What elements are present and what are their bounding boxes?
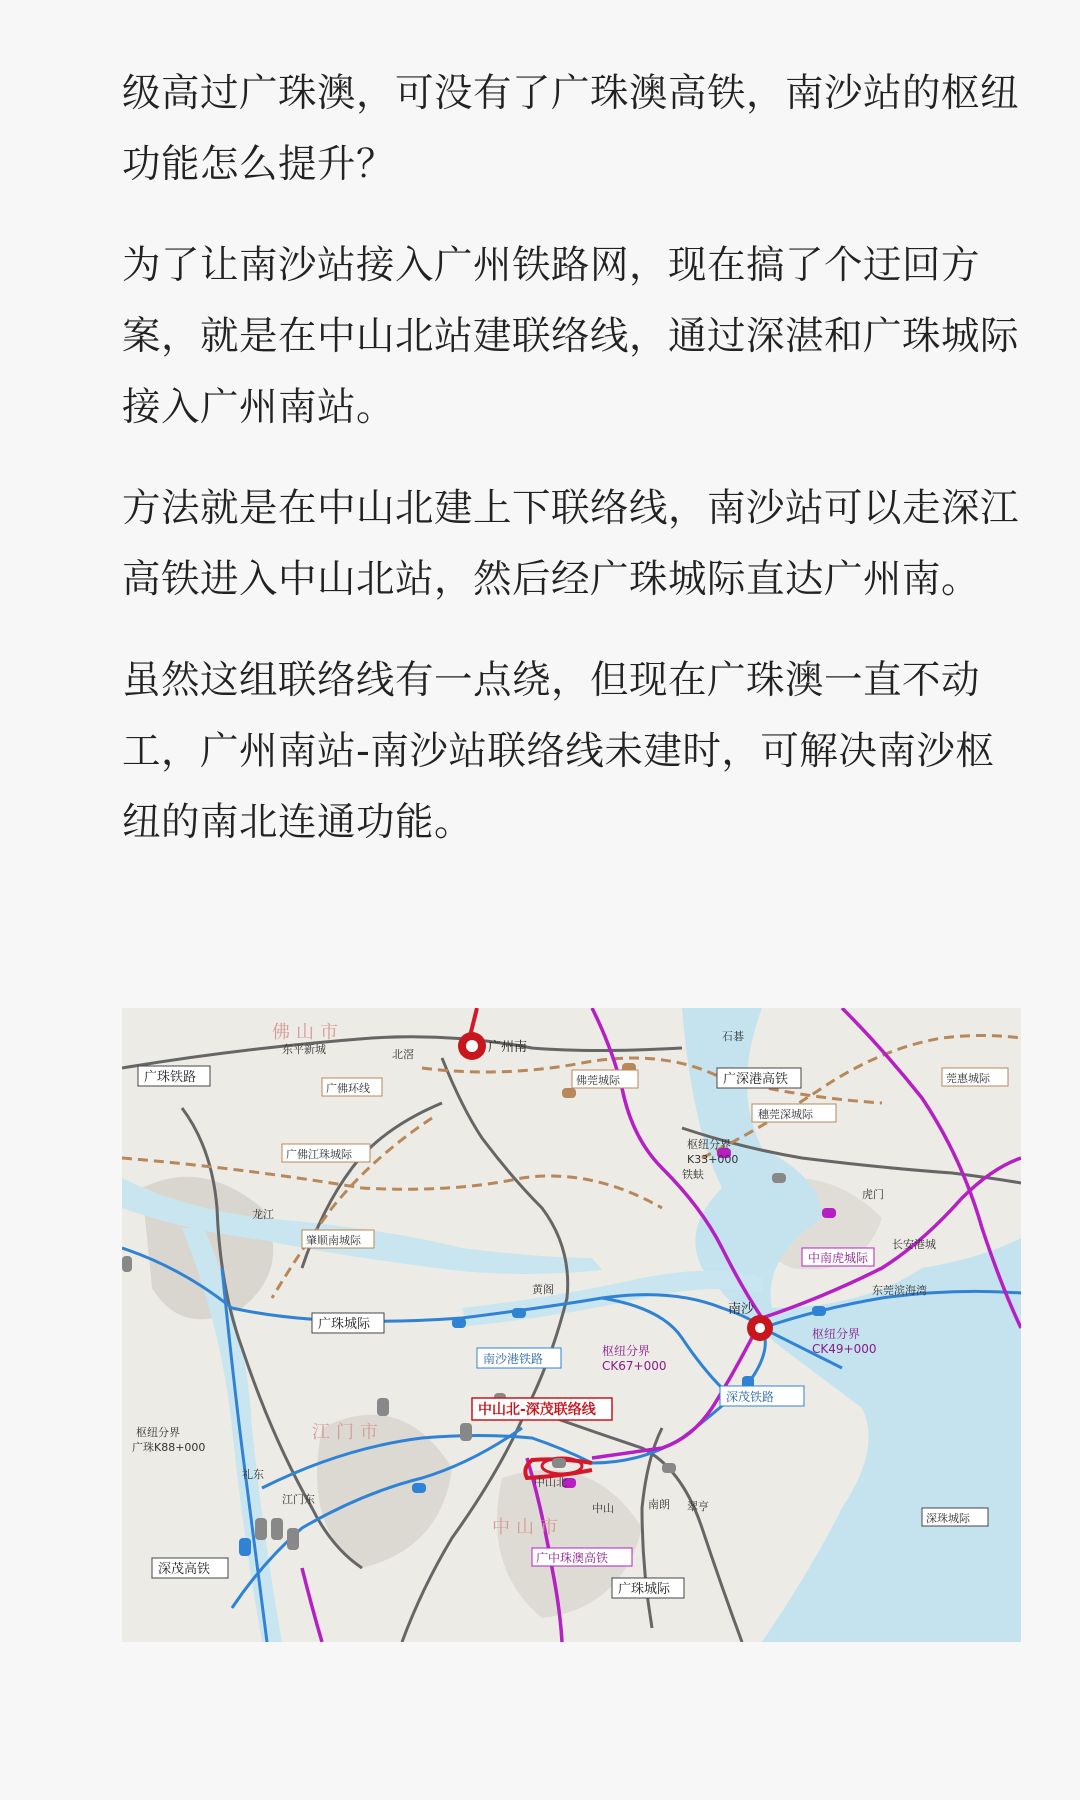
label-guangzhu-intercity-1: 广珠城际 (318, 1317, 371, 1332)
paragraph-1: 级高过广珠澳，可没有了广珠澳高铁，南沙站的枢纽功能怎么提升？ (122, 71, 1020, 187)
label-fodong-intercity: 佛莞城际 (576, 1074, 620, 1087)
label-changan: 长安港城 (892, 1238, 936, 1251)
boundary-title-3: 枢纽分界 (812, 1327, 861, 1341)
label-guangzhong-zhuao: 广中珠澳高铁 (536, 1551, 609, 1565)
station-beijiao: 北滘 (392, 1048, 414, 1061)
paragraph-3: 方法就是在中山北建上下联络线，南沙站可以走深江高铁进入中山北站，然后经广珠城际直达广州南。 (122, 486, 1020, 602)
article-body (122, 58, 1022, 888)
station-nansha: 南沙 (728, 1302, 755, 1317)
boundary-title-4: 枢纽分界 (136, 1426, 180, 1439)
station-cuiheng: 翠亨 (687, 1500, 709, 1513)
label-guanhui: 莞惠城际 (946, 1072, 990, 1085)
label-shenzhen-city: 深珠城际 (926, 1512, 970, 1525)
station-zhongshan-north: 中山北 (534, 1476, 567, 1489)
gz-south-station-icon-inner (466, 1040, 478, 1052)
label-shenmao-gaotie: 深茂高铁 (158, 1562, 211, 1577)
boundary-km-2: CK67+000 (602, 1359, 667, 1373)
nansha-station-icon-inner (755, 1323, 765, 1333)
station-shichi: 石碁 (722, 1030, 744, 1043)
label-guangfo-jiang: 广佛江珠城际 (286, 1148, 352, 1161)
railway-map (122, 1008, 1021, 1642)
label-suiguan-shen: 穗莞深城际 (758, 1108, 813, 1121)
label-dongbin: 东莞滨海湾 (872, 1284, 927, 1297)
label-guangfo-ring: 广佛环线 (326, 1082, 370, 1095)
city-label-zhongshan: 中山市 (492, 1517, 564, 1538)
paragraph-2: 为了让南沙站接入广州铁路网，现在搞了个迂回方案，就是在中山北站建联络线，通过深湛和广珠城际接入广州南站。 (122, 243, 1020, 430)
station-jiangmen-east: 江门东 (282, 1493, 315, 1506)
boundary-km-3: CK49+000 (812, 1342, 877, 1356)
station-humen: 虎门 (862, 1188, 884, 1201)
label-link-line: 中山北-深茂联络线 (478, 1402, 596, 1418)
paragraph-4: 虽然这组联络线有一点绕，但现在广珠澳一直不动工，广州南站-南沙站联络线未建时，可解决南沙枢纽的南北连通功能。 (122, 658, 995, 845)
label-guangzhu-intercity-2: 广珠城际 (618, 1582, 671, 1597)
railway-map-image (122, 1008, 1021, 1642)
station-dongping: 东平新城 (282, 1043, 326, 1056)
boundary-km-4: 广珠K88+000 (132, 1441, 206, 1454)
label-nansha-gang: 南沙港铁路 (483, 1352, 544, 1366)
city-label-jiangmen: 江门市 (312, 1422, 384, 1443)
label-guangzhu-rail: 广珠铁路 (144, 1070, 197, 1085)
city-label-foshan: 佛山市 (272, 1022, 344, 1043)
station-zhongshan: 中山 (592, 1502, 614, 1515)
label-zhongnan-hu: 中南虎城际 (808, 1251, 869, 1265)
boundary-title-2: 枢纽分界 (602, 1344, 651, 1358)
station-nanlang: 南朗 (648, 1498, 670, 1511)
station-zhadong: 礼东 (242, 1468, 264, 1481)
station-guangzhou-south: 广州南 (488, 1040, 528, 1055)
station-longjiang: 龙江 (252, 1208, 274, 1221)
boundary-km-1: K33+000 (687, 1153, 739, 1166)
label-zhaoshun-nan: 肇顺南城际 (306, 1234, 361, 1247)
station-huangge: 黄阁 (532, 1283, 554, 1296)
boundary-title-1: 枢纽分界 (687, 1138, 731, 1151)
label-shenmao-tielu: 深茂铁路 (726, 1390, 775, 1404)
label-guangshen-gang: 广深港高铁 (723, 1072, 789, 1087)
station-tiehe: 铁蚨 (682, 1168, 704, 1181)
